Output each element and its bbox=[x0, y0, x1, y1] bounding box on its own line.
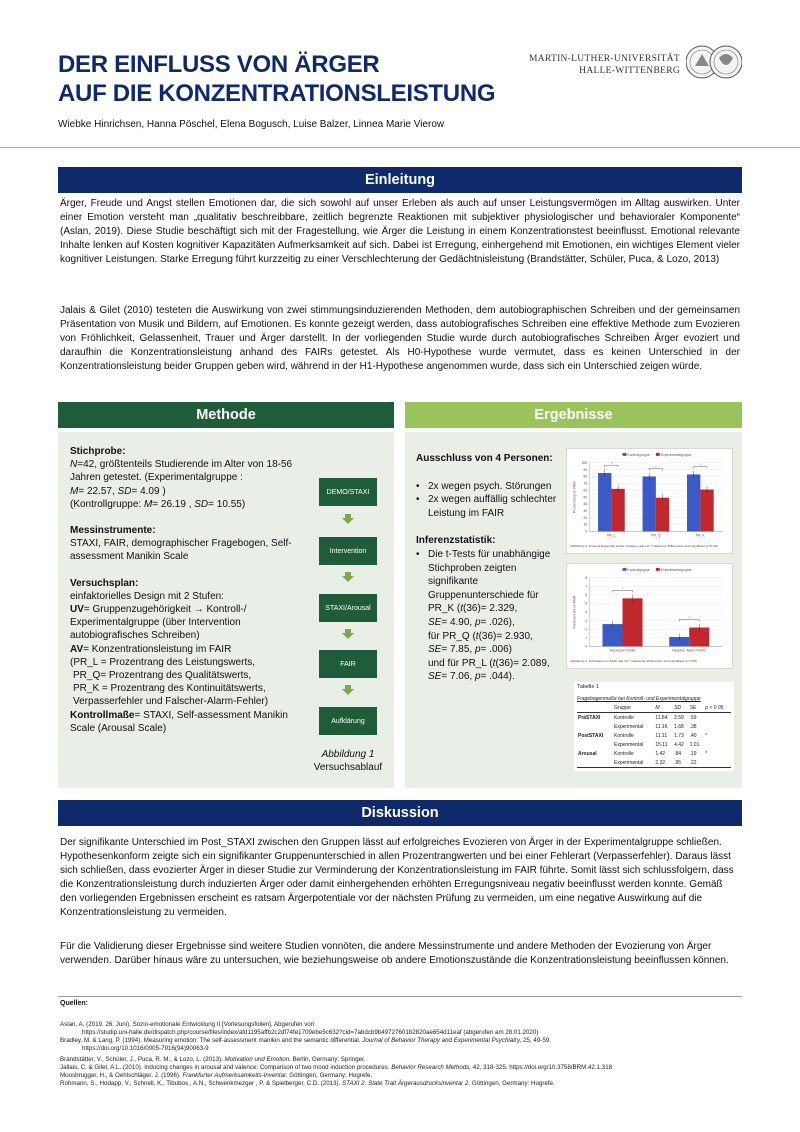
av-item-4: Verpasserfehler und Falscher-Alarm-Fehler) bbox=[73, 696, 269, 708]
av-text: AV= Konzentrationsleistung im FAIR bbox=[70, 643, 232, 655]
legend-swatch bbox=[623, 568, 627, 571]
table-row bbox=[577, 731, 731, 740]
x-tick-label: PR_L bbox=[607, 533, 616, 538]
reference-brandstaetter: Brandstätter, V., Schüler, J., Puca, R. M., & Lozo, L. (2013). Motivation und Emotion. Berlin, Germany: Springer. bbox=[60, 1056, 366, 1063]
y-tick-label: 1 bbox=[585, 636, 588, 641]
table-cell bbox=[704, 740, 731, 749]
bar bbox=[611, 489, 624, 532]
university-line-1: MARTIN-LUTHER-UNIVERSITÄT bbox=[529, 54, 680, 64]
ergebnisse-text bbox=[416, 452, 566, 684]
x-tick-label: Verpasser-Fehler bbox=[609, 648, 636, 653]
flow-step-demo-staxi: DEMO/STAXI bbox=[319, 478, 377, 506]
table-cell: .38 bbox=[689, 723, 697, 730]
table-cell: 11.84 bbox=[655, 714, 668, 721]
table-cell: 1.73 bbox=[674, 732, 684, 739]
diskussion-heading: Diskussion bbox=[58, 800, 742, 826]
reference-rohmann: Rohmann, S., Hodapp, V., Schnell, K., Tibubos , A.N., Schwenkmezger , P. & Spielberger, C.D. (2013). STAXI 2. State Trait Ärgerausdrucksinventar 2. Göttingen, Germany: Hogrefe. bbox=[60, 1080, 555, 1087]
table-cell: Arousal bbox=[578, 750, 597, 757]
table-header-cell: SD bbox=[674, 705, 682, 711]
legend-label: Kontrollgruppe bbox=[627, 452, 650, 457]
flow-step-fair: FAIR bbox=[319, 650, 377, 678]
flow-arrow-icon bbox=[342, 629, 354, 639]
y-tick-label: 20 bbox=[583, 515, 588, 520]
table-cell: .40 bbox=[689, 732, 697, 739]
versuchsplan-design: einfaktorielles Design mit 2 Stufen: bbox=[70, 590, 224, 602]
table-header-cell: SE bbox=[689, 705, 697, 711]
table-cell: Experimental bbox=[614, 759, 644, 766]
table-title: Tabelle 1 bbox=[577, 684, 600, 690]
y-axis-label: Fehleranzahl im FAIR bbox=[572, 595, 577, 629]
bar bbox=[623, 598, 643, 646]
references bbox=[60, 1021, 750, 1088]
significance-marker: * bbox=[610, 461, 613, 466]
results-table bbox=[574, 682, 734, 771]
stichprobe-heading: Stichprobe: bbox=[70, 446, 126, 457]
flow-step-aufklaerung: Aufklärung bbox=[319, 707, 377, 735]
reference-aslan: Aslan, A. (2019, 26. Juni). Sozio-emotionale Entwicklung II [Vorlesungsfolien]. Abgerufen von https://studip.uni-halle.de/dispatch.php/course/files/index/afd1195affb2c2df74fe1709ebe5c632?cid=7abdcb9b49727601b2820ae654d11eaf (abgerufen am 28.01.2020) bbox=[60, 1021, 539, 1036]
header-divider bbox=[0, 147, 800, 148]
significance-marker: * bbox=[688, 616, 690, 621]
inferenz-heading: Inferenzstatistik: bbox=[416, 535, 496, 547]
y-tick-label: 6 bbox=[585, 593, 588, 598]
legend-swatch bbox=[656, 453, 660, 456]
table-cell: Kontrolle bbox=[614, 750, 634, 757]
title-line-1: DER EINFLUSS VON ÄRGER bbox=[58, 51, 380, 78]
legend-label: Kontrollgruppe bbox=[627, 567, 650, 572]
table-row bbox=[577, 749, 731, 758]
quellen-heading: Quellen: bbox=[60, 1000, 89, 1007]
reference-bradley: Bradley, M. & Lang, P. (1994). Measuring emotion: The self-assessment manikin and the semantic differential. Journal of Behavior Therapy and Experimental Psychiatry, 25, 49-59. https://doi.org/10.1016/0005-7916(94)90063-9 bbox=[60, 1037, 551, 1052]
legend-label: Experimentalgruppe bbox=[660, 452, 692, 457]
reference-moosbrugger: Moosbrugger, H., & Oehlschläger, J. (1996). Frankfurter Aufmerksamkeits-Inventar. Göttingen, Germany: Hogrefe. bbox=[60, 1072, 373, 1079]
figure-1-label: Abbildung 1 bbox=[321, 749, 375, 760]
chart-prozentraenge bbox=[566, 448, 733, 554]
y-tick-label: 40 bbox=[583, 502, 588, 507]
inferenz-text: • Die t-Tests für unabhängige Stichproben zeigten signifikante Gruppenunterschiede für PR_K (t(36)= 2.329, SE= 4.90, p= .026), für PR_Q (t(36)= 2.930, SE= 7.85, p= .006) und für PR_L (t(36)= 2.089, SE= 7.06, p= .044). bbox=[416, 548, 551, 683]
table-header-cell: M bbox=[655, 705, 660, 711]
stichprobe-text: N=42, größtenteils Studierende im Alter von 18-56 Jahren getestet. (Experimentalgruppe : M= 22.57, SD= 4.09 ) (Kontrollgruppe: M= 26.19 , SD= 10.55) bbox=[70, 459, 293, 510]
poster-title bbox=[58, 50, 518, 108]
figure-1-title: Versuchsablauf bbox=[313, 762, 383, 773]
bar bbox=[700, 490, 713, 532]
y-tick-label: 0 bbox=[585, 644, 588, 649]
y-axis-label: Prozentrang im FAIR bbox=[572, 481, 577, 513]
table-cell: 15.11 bbox=[655, 741, 668, 748]
y-tick-label: 100 bbox=[581, 460, 588, 465]
y-tick-label: 3 bbox=[585, 618, 588, 623]
diskussion-paragraph-1: Der signifikante Unterschied im Post_STAXI zwischen den Gruppen lässt auf erfolgreiches Evozieren von Ärger in der Experimentalgruppe schließen. Hypothesenkonform zeigte sich ein signifikanter Gruppenunterschied in allen Prozentrangwerten und bei einer Fehlerart (Verpasserfehler). Daraus lässt sich schließen, dass evozierter Ärger in dieser Studie zur Verminderung der Konzentrationsleistung im FAIR führte. Somit lässt sich schlussfolgern, dass die Konzentrationsleistung durch induzierten Ärger oder damit einhergehenden erhöhten Erregungsniveau negativ beeinflusst werden konnte. Gemäß den vorliegenden Ergebnissen erscheint es ratsam Ärgerpotentiale vor der nächsten Prüfung zu vermeiden, um eine negative Auswirkung auf die Konzentrationsleistung zu vermeiden. bbox=[60, 837, 734, 918]
table-cell: 11.16 bbox=[655, 723, 668, 730]
flow-arrow-icon bbox=[342, 514, 354, 524]
table-row bbox=[577, 722, 731, 731]
significance-marker: * bbox=[699, 463, 702, 468]
flow-step-intervention: Intervention bbox=[319, 537, 377, 565]
x-tick-label: Falscher-Alarm-Fehler bbox=[672, 648, 707, 653]
diskussion-paragraph-2: Für die Validierung dieser Ergebnisse sind weitere Studien vonnöten, die andere Messinstrumente und andere Methoden der Evozierung von Ärger verwenden. Darüber hinaus wäre zu untersuchen, wie beziehungsweise ob andere Emotionszustände die Konzentrationsleistung beeinflussen können. bbox=[60, 941, 729, 966]
y-tick-label: 80 bbox=[583, 474, 588, 479]
legend-swatch bbox=[656, 568, 660, 571]
table-cell: 2.32 bbox=[655, 759, 666, 766]
av-item-2: PR_Q= Prozentrang des Qualitätswerts, bbox=[73, 670, 252, 682]
chart-caption: Abbildung 2. Prozenträngemittel beider Gruppen, alle mit * markierten Differenzen sind signifikant (p<0.05) bbox=[570, 544, 718, 549]
av-item-3: PR_K = Prozentrang des Kontinuitätswerts, bbox=[73, 683, 266, 695]
table-cell: Experimental bbox=[614, 723, 644, 730]
significance-marker: * bbox=[621, 587, 624, 591]
table-cell: PostSTAXI bbox=[578, 732, 604, 739]
x-tick-label: PR_K bbox=[695, 533, 705, 538]
table-cell: * bbox=[705, 732, 708, 739]
einleitung-heading: Einleitung bbox=[58, 167, 742, 193]
ausschluss-heading: Ausschluss von 4 Personen: bbox=[416, 453, 553, 464]
table-cell: .59 bbox=[689, 714, 697, 721]
ausschluss-item-2: • 2x wegen auffällig schlechter Leistung im FAIR bbox=[416, 494, 557, 519]
bar bbox=[643, 476, 656, 531]
table-cell: Kontrolle bbox=[614, 732, 634, 739]
table-cell: 11.11 bbox=[655, 732, 668, 739]
y-tick-label: 4 bbox=[585, 610, 588, 615]
table-header-cell: p < 0.05 bbox=[705, 705, 724, 711]
table-cell bbox=[577, 740, 613, 749]
messinstrumente-heading: Messinstrumente: bbox=[70, 525, 156, 537]
table-cell bbox=[577, 722, 613, 731]
title-line-2: AUF DIE KONZENTRATIONSLEISTUNG bbox=[58, 80, 496, 107]
legend-label: Experimentalgruppe bbox=[660, 567, 692, 572]
y-tick-label: 7 bbox=[585, 584, 588, 589]
table-cell: 2.59 bbox=[674, 714, 684, 721]
table-row bbox=[577, 713, 731, 723]
table-cell: .95 bbox=[674, 759, 682, 766]
bar bbox=[598, 473, 611, 531]
table-cell: PräSTAXI bbox=[578, 714, 601, 721]
table-cell: Experimental bbox=[614, 741, 644, 748]
table-cell: 1.68 bbox=[674, 723, 684, 730]
reference-jallais: Jallais, C. & Gilet, A.L. (2010). Inducing changes in arousal and valence: Comparison of two mood induction procedures. Behavior Research Methods, 42, 318-325. https://doi.org/10.3758/BRM.42.1.318 bbox=[60, 1064, 613, 1071]
y-tick-label: 70 bbox=[583, 481, 588, 486]
table-cell: * bbox=[705, 750, 708, 757]
table-row bbox=[577, 740, 731, 749]
table-cell: Kontrolle bbox=[614, 714, 634, 721]
einleitung-paragraph-1: Ärger, Freude und Angst stellen Emotionen dar, die sich sowohl auf unser Erleben als auch auf unser Leistungsvermögen im Alltag auswirken. Unter einer Emotion versteht man „qualitativ beschreibbare, zeitlich begrenzte Reaktionen mit subjektiver physiologischer und behavioraler Komponente“ (Aslan, 2019). Diese Studie beschäftigt sich mit der Fragestellung, wie Ärger die Leistung in einem Konzentrationstest beeinflusst. Emotional relevante Inhalte lenken auf Kosten kognitiver Kapazitäten Aufmerksamkeit auf sich. Dabei ist Erregung, einhergehend mit Emotionen, ein wichtiges Element vieler kognitiver Leistungen. Starke Erregung führt kurzzeitig zu einer Verschlechterung der Gedächtnisleistung (Brandstätter, Schüler, Puca, & Lozo, 2013) bbox=[60, 198, 740, 265]
methode-heading: Methode bbox=[58, 402, 394, 428]
bar bbox=[656, 498, 669, 532]
flow-arrow-icon bbox=[342, 685, 354, 695]
y-tick-label: 2 bbox=[585, 627, 588, 632]
university-line-2: HALLE-WITTENBERG bbox=[579, 66, 680, 76]
table-cell bbox=[704, 758, 731, 768]
quellen-divider bbox=[58, 996, 742, 997]
y-tick-label: 30 bbox=[583, 508, 588, 513]
table-cell: 1.42 bbox=[655, 750, 666, 757]
ausschluss-item-1: • 2x wegen psych. Störungen bbox=[416, 480, 552, 492]
y-tick-label: 60 bbox=[583, 488, 588, 493]
university-name bbox=[520, 53, 680, 77]
table-cell bbox=[704, 722, 731, 731]
table-cell: 1.01 bbox=[689, 741, 700, 748]
table-cell: 4.42 bbox=[674, 741, 684, 748]
table-header-cell: Gruppe bbox=[614, 705, 631, 711]
significance-marker: * bbox=[655, 465, 657, 470]
figure-1-caption bbox=[312, 748, 384, 774]
kontrollmasse-text: Kontrollmaße= STAXI, Self-assessment Manikin Scale (Arousal Scale) bbox=[70, 709, 288, 734]
bar bbox=[687, 474, 700, 531]
ergebnisse-heading: Ergebnisse bbox=[405, 402, 742, 428]
y-tick-label: 10 bbox=[583, 522, 588, 527]
table-cell: .84 bbox=[674, 750, 682, 757]
table-subtitle: Fragebogenmaße bei Kontroll- und Experimentalgruppe bbox=[577, 696, 701, 702]
chart-caption: Abbildung 3. Fehlerarten im FAIR, alle mit * markierten Differenzen sind signifikant (p<0.05) bbox=[570, 659, 697, 664]
einleitung-paragraph-2: Jalais & Gilet (2010) testeten die Auswirkung von zwei stimmungsinduzierenden Methoden, dem autobiographischen Schreiben und der gemeinsamen Präsentation von Musik und Bildern, auf Emotionen. Es konnte gezeigt werden, dass autobiografisches Schreiben eine effektive Methode zum Evozieren von Fröhlichkeit, Gelassenheit, Trauer und Ärger darstellt. In der vorliegenden Studie wurde durch autobiografisches Schreiben Ärger evoziert und daraufhin die Konzentrationsleistung anhand des FAIRs getestet. Als H0-Hypothese wurde vermutet, dass es keinen Unterschied in der Konzentrationsleistung beider Gruppen geben wird, während in der H1-Hypothese angenommen wurde, dass sich ein Unterschied zeigen würde. bbox=[60, 305, 740, 372]
results-table-grid bbox=[577, 704, 731, 768]
versuchsplan-heading: Versuchsplan: bbox=[70, 577, 139, 589]
table-header-cell bbox=[577, 704, 613, 713]
av-item-1: (PR_L = Prozentrang des Leistungswerts, bbox=[70, 656, 256, 668]
methode-text bbox=[70, 445, 310, 735]
y-tick-label: 0 bbox=[585, 529, 588, 534]
authors: Wiebke Hinrichsen, Hanna Pöschel, Elena Bogusch, Luise Balzer, Linnea Marie Vierow bbox=[58, 119, 445, 130]
legend-swatch bbox=[623, 453, 627, 456]
table-cell: .22 bbox=[689, 759, 697, 766]
table-cell: .19 bbox=[689, 750, 697, 757]
table-cell bbox=[704, 713, 731, 723]
x-tick-label: PR_Q bbox=[651, 533, 661, 538]
y-tick-label: 5 bbox=[585, 601, 588, 606]
university-seal-icon bbox=[686, 44, 742, 80]
table-cell bbox=[577, 758, 613, 768]
table-row bbox=[577, 758, 731, 768]
y-tick-label: 90 bbox=[583, 467, 588, 472]
flow-step-staxi-arousal: STAXI/Arousal bbox=[319, 594, 377, 622]
y-tick-label: 50 bbox=[583, 495, 588, 500]
uv-text: UV= Gruppenzugehörigkeit → Kontroll-/ Experimentalgruppe (über Intervention autobiografisches Schreiben) bbox=[70, 604, 247, 642]
flow-arrow-icon bbox=[342, 572, 354, 582]
messinstrumente-text: STAXI, FAIR, demographischer Fragebogen, Self-assessment Manikin Scale bbox=[70, 538, 292, 563]
y-tick-label: 8 bbox=[585, 575, 588, 580]
chart-fehlerarten bbox=[566, 563, 733, 669]
